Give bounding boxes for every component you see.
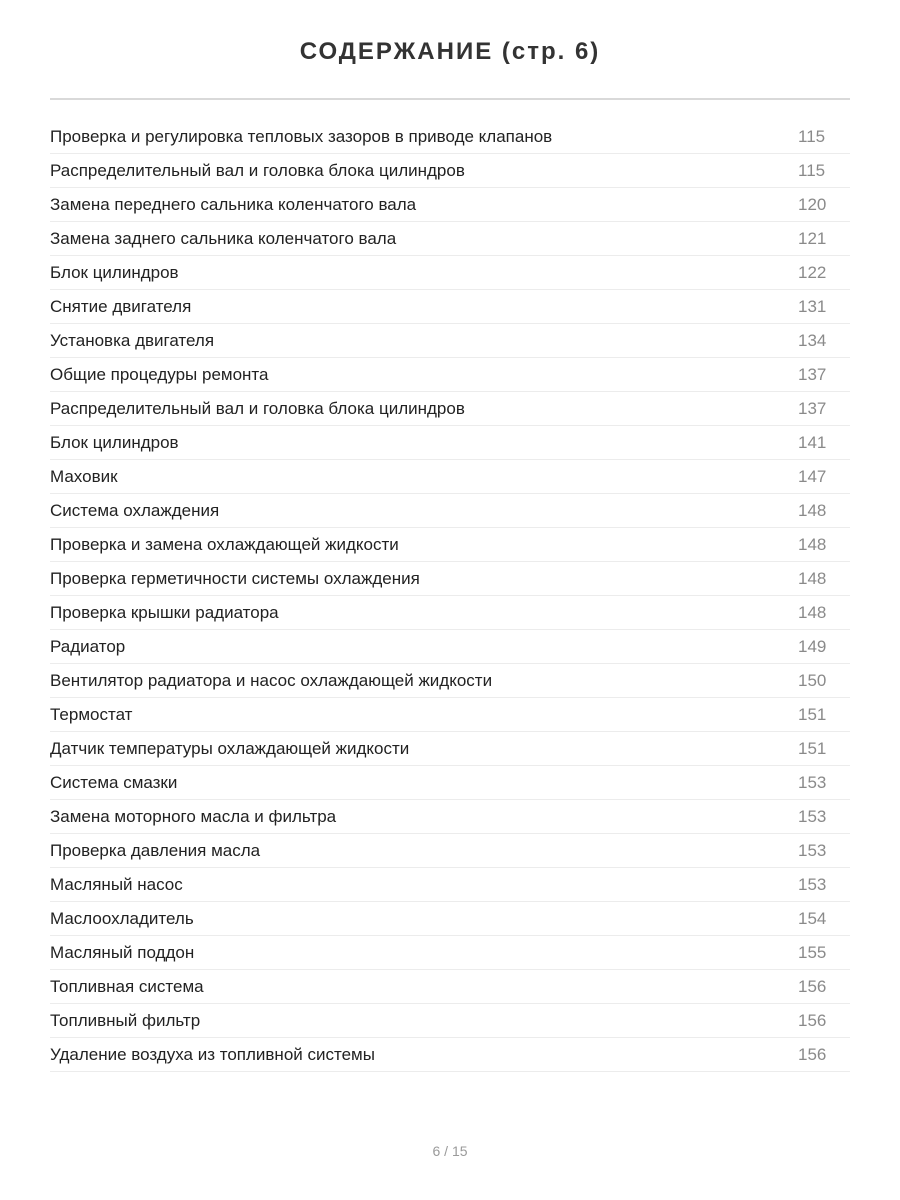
- toc-entry-page: 153: [798, 806, 827, 826]
- toc-entry[interactable]: [50, 188, 850, 222]
- toc-entry-title: Общие процедуры ремонта: [50, 364, 269, 384]
- toc-entry-title: Удаление воздуха из топливной системы: [50, 1044, 375, 1064]
- toc-entry[interactable]: [50, 120, 850, 154]
- toc-entry-title: Масляный поддон: [50, 942, 195, 962]
- toc-entry-page: 134: [798, 330, 827, 350]
- toc-entry[interactable]: [50, 596, 850, 630]
- toc-entry-title: Снятие двигателя: [50, 296, 192, 316]
- toc-entry-page: 150: [798, 670, 827, 690]
- toc-entry-title: Вентилятор радиатора и насос охлаждающей жидкости: [50, 670, 493, 690]
- toc-entry-title: Проверка давления масла: [50, 840, 261, 860]
- toc-entry-title: Замена моторного масла и фильтра: [50, 806, 337, 826]
- toc-entry[interactable]: [50, 358, 850, 392]
- toc-entry[interactable]: [50, 1038, 850, 1072]
- toc-entry-page: 156: [798, 1044, 827, 1064]
- toc-entry-title: Маслоохладитель: [50, 908, 194, 928]
- toc-entry-title: Система смазки: [50, 772, 178, 792]
- toc-entry[interactable]: [50, 936, 850, 970]
- toc-entry[interactable]: [50, 800, 850, 834]
- toc-entry[interactable]: [50, 562, 850, 596]
- toc-entry[interactable]: [50, 732, 850, 766]
- toc-entry-title: Радиатор: [50, 636, 126, 656]
- table-of-contents: [50, 120, 850, 1072]
- toc-entry[interactable]: [50, 902, 850, 936]
- toc-entry[interactable]: [50, 528, 850, 562]
- toc-entry-page: 153: [798, 840, 827, 860]
- toc-entry-title: Проверка и регулировка тепловых зазоров в приводе клапанов: [50, 126, 553, 146]
- toc-entry-page: 120: [798, 194, 827, 214]
- toc-entry-title: Проверка герметичности системы охлаждения: [50, 568, 420, 588]
- toc-entry-page: 148: [798, 500, 827, 520]
- toc-entry-page: 148: [798, 568, 827, 588]
- toc-entry[interactable]: [50, 1004, 850, 1038]
- toc-entry-title: Датчик температуры охлаждающей жидкости: [50, 738, 410, 758]
- toc-entry[interactable]: [50, 834, 850, 868]
- toc-entry-page: 115: [798, 160, 826, 180]
- toc-entry-page: 151: [798, 704, 827, 724]
- toc-entry[interactable]: [50, 324, 850, 358]
- toc-entry-title: Термостат: [50, 704, 133, 724]
- toc-entry-page: 153: [798, 874, 827, 894]
- toc-entry[interactable]: [50, 426, 850, 460]
- toc-entry-title: Топливный фильтр: [50, 1010, 201, 1030]
- toc-entry-title: Блок цилиндров: [50, 262, 179, 282]
- page-indicator: 6 / 15: [432, 1143, 468, 1159]
- toc-entry-page: 131: [798, 296, 827, 316]
- toc-entry-title: Проверка крышки радиатора: [50, 602, 279, 622]
- toc-entry-page: 122: [798, 262, 827, 282]
- toc-entry-title: Замена заднего сальника коленчатого вала: [50, 228, 397, 248]
- toc-entry-page: 155: [798, 942, 827, 962]
- toc-entry-page: 149: [798, 636, 827, 656]
- toc-entry-title: Распределительный вал и головка блока цилиндров: [50, 398, 465, 418]
- toc-entry-page: 147: [798, 466, 827, 486]
- toc-entry-title: Система охлаждения: [50, 500, 220, 520]
- toc-entry-title: Маховик: [50, 466, 118, 486]
- toc-entry[interactable]: [50, 766, 850, 800]
- toc-entry-page: 137: [798, 398, 827, 418]
- toc-entry-page: 137: [798, 364, 827, 384]
- toc-entry-title: Проверка и замена охлаждающей жидкости: [50, 534, 399, 554]
- toc-entry-title: Топливная система: [50, 976, 204, 996]
- toc-entry-page: 156: [798, 976, 827, 996]
- toc-entry[interactable]: [50, 868, 850, 902]
- toc-entry-page: 154: [798, 908, 827, 928]
- toc-entry-title: Масляный насос: [50, 874, 183, 894]
- toc-entry-page: 156: [798, 1010, 827, 1030]
- toc-entry[interactable]: [50, 222, 850, 256]
- toc-entry-title: Установка двигателя: [50, 330, 215, 350]
- toc-entry[interactable]: [50, 290, 850, 324]
- toc-entry[interactable]: [50, 698, 850, 732]
- toc-entry[interactable]: [50, 970, 850, 1004]
- toc-entry-title: Блок цилиндров: [50, 432, 179, 452]
- toc-entry-page: 151: [798, 738, 827, 758]
- toc-entry-title: Замена переднего сальника коленчатого вала: [50, 194, 417, 214]
- toc-entry[interactable]: [50, 494, 850, 528]
- page-title: СОДЕРЖАНИЕ (стр. 6): [299, 38, 601, 65]
- toc-entry[interactable]: [50, 392, 850, 426]
- toc-entry-page: 148: [798, 602, 827, 622]
- toc-entry-page: 148: [798, 534, 827, 554]
- toc-entry-page: 115: [798, 126, 826, 146]
- toc-entry-page: 153: [798, 772, 827, 792]
- toc-entry[interactable]: [50, 460, 850, 494]
- toc-entry-page: 141: [798, 432, 827, 452]
- toc-entry[interactable]: [50, 154, 850, 188]
- toc-entry[interactable]: [50, 256, 850, 290]
- title-divider: [50, 98, 850, 100]
- toc-entry[interactable]: [50, 630, 850, 664]
- toc-entry[interactable]: [50, 664, 850, 698]
- toc-entry-title: Распределительный вал и головка блока цилиндров: [50, 160, 465, 180]
- toc-entry-page: 121: [798, 228, 827, 248]
